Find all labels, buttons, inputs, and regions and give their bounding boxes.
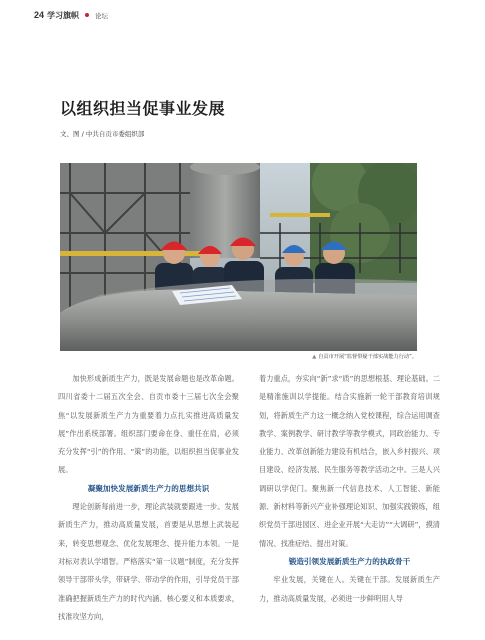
section-label: 论坛 bbox=[95, 11, 109, 20]
caption-triangle-icon: ▲ bbox=[312, 354, 317, 360]
left-column bbox=[58, 370, 239, 626]
running-header bbox=[34, 8, 108, 22]
body-paragraph: 理论创新每前进一步，理论武装就要跟进一步。发展新质生产力，推动高质量发展，首要是从思想上武装起来，转变思想观念、优化发展理念、提升能力本领。一是对标对表认学增智。严格落实“第一议题”制度，充分发挥领导干部带头学，带研学、带动学的作用，引导党员干部准确把握新质生产力的时代内涵、核心要义和本质要求，找准攻坚方向， bbox=[58, 502, 239, 621]
body-paragraph: 牢业发展，关键在人。关键在干部。发展新质生产力，推动高质量发展，必须进一步鲜明用人导 bbox=[259, 575, 440, 603]
continued-paragraph: 着力重点，夯实向“新”求“质”的思想根基、理论基础。二是精准施训以学提能。结合实施新一轮干部教育培训规划，将新质生产力这一概念纳入党校课程，综合运用调查教学、案例教学、研讨教学等教学模式，同政治能力、专业能力、改革创新能力建设有机结合，嵌入乡村振兴、项目建设、经济发展、民生服务等教学活动之中。三是人兴调研以学促门。聚焦新一代信息技术、人工智能、新能源、新材料等新兴产业补强理论知识、加强实践锻炼，组织党员干部进园区、进企业开展“大走访”“大调研”，摸清情况、找准症结、提出对策。 bbox=[259, 374, 440, 548]
section-heading-2: 锻造引领发展新质生产力的执政骨干 bbox=[288, 556, 411, 566]
section-heading-1: 凝聚加快发展新质生产力的思想共识 bbox=[87, 483, 210, 493]
article-title: 以组织担当促事业发展 bbox=[60, 99, 226, 118]
photo-caption bbox=[248, 353, 417, 360]
intro-paragraph: 加快形成新质生产力，既是发展命题也是改革命题。四川省委十二届五次全会、自贡市委十三届七次全会聚焦“以发展新质生产力为重要着力点扎实推进高质量发展”作出系统部署。组织部门要命在身、重任在肩，必须充分发挥“引”的作用、“策”的功能，以组织担当促事业发展。 bbox=[58, 374, 239, 475]
article-photo bbox=[60, 163, 417, 351]
article-byline: 文、图 / 中共自贡市委组织部 bbox=[60, 130, 145, 138]
photo-caption-text: 自贡市开展“监督带疑干部实战能力行动”。 bbox=[318, 354, 417, 360]
page-number: 24 bbox=[34, 10, 45, 20]
separator-dot-icon bbox=[85, 13, 89, 17]
magazine-name: 学习旗帜 bbox=[47, 10, 80, 20]
right-column bbox=[259, 370, 440, 608]
